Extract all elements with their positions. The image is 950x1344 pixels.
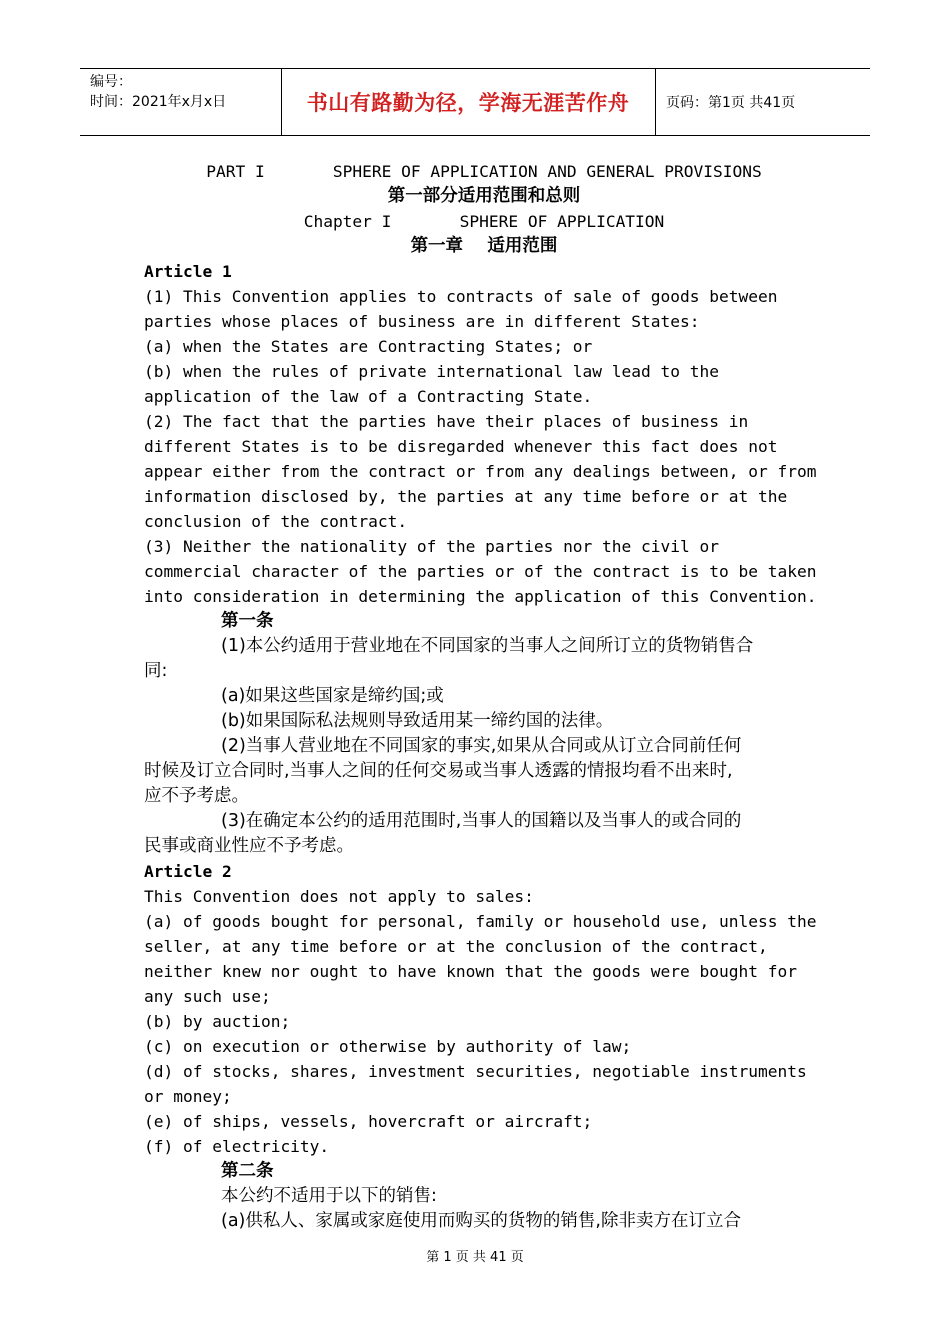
article1-en-line: (2) The fact that the parties have their places of business in: [144, 412, 749, 431]
article1-zh-line: (b)如果国际私法规则导致适用某一缔约国的法律。: [221, 711, 614, 731]
article1-heading: Article 1: [144, 262, 232, 281]
article1-en-line: (b) when the rules of private international law lead to the: [144, 362, 719, 381]
document-header: [80, 68, 870, 136]
header-divider: [655, 69, 656, 135]
article1-zh-line: (a)如果这些国家是缔约国;或: [221, 686, 444, 706]
article1-en-line: application of the law of a Contracting State.: [144, 387, 593, 406]
article1-zh-line: 应不予考虑。: [144, 786, 249, 806]
article2-en-line: or money;: [144, 1087, 232, 1106]
header-page-info: 页码：第1页 共41页: [666, 95, 796, 111]
chapter-title: Chapter I SPHERE OF APPLICATION: [303, 212, 665, 231]
article2-heading-zh: 第二条: [221, 1161, 274, 1181]
document-body: [144, 159, 824, 1234]
article2-heading: Article 2: [144, 862, 232, 881]
article1-zh-line: (1)本公约适用于营业地在不同国家的当事人之间所订立的货物销售合: [221, 636, 754, 656]
part-title-zh: 第一部分适用范围和总则: [387, 186, 581, 206]
article1-en-line: (a) when the States are Contracting States; or: [144, 337, 593, 356]
article2-en-line: seller, at any time before or at the conclusion of the contract,: [144, 937, 768, 956]
article1-zh-line: (2)当事人营业地在不同国家的事实,如果从合同或从订立合同前任何: [221, 736, 742, 756]
article1-en-line: into consideration in determining the application of this Convention.: [144, 587, 817, 606]
article1-zh-line: (3)在确定本公约的适用范围时,当事人的国籍以及当事人的或合同的: [221, 811, 742, 831]
time-label: 时间：2021年x月x日: [90, 94, 227, 110]
article2-zh-line: (a)供私人、家属或家庭使用而购买的货物的销售,除非卖方在订立合: [221, 1211, 741, 1231]
code-label: 编号：: [90, 74, 132, 90]
article1-en-line: different States is to be disregarded whenever this fact does not: [144, 437, 778, 456]
article2-en-line: neither knew nor ought to have known that the goods were bought for: [144, 962, 797, 981]
article2-en-line: (d) of stocks, shares, investment securities, negotiable instruments: [144, 1062, 807, 1081]
article2-en-line: (c) on execution or otherwise by authority of law;: [144, 1037, 632, 1056]
article1-zh-line: 民事或商业性应不予考虑。: [144, 836, 354, 856]
article2-en-line: (a) of goods bought for personal, family or household use, unless the: [144, 912, 817, 931]
page-footer: 第 1 页 共 41 页: [426, 1250, 524, 1265]
article1-en-line: appear either from the contract or from any dealings between, or from: [144, 462, 817, 481]
article2-en-line: any such use;: [144, 987, 271, 1006]
header-meta: [90, 72, 280, 112]
article1-en-line: conclusion of the contract.: [144, 512, 408, 531]
article1-en-line: (1) This Convention applies to contracts of sale of goods between: [144, 287, 778, 306]
article1-en-line: information disclosed by, the parties at any time before or at the: [144, 487, 788, 506]
chapter-title-zh: 第一章 适用范围: [410, 236, 558, 256]
article2-en-line: (f) of electricity.: [144, 1137, 330, 1156]
article2-en-line: (e) of ships, vessels, hovercraft or aircraft;: [144, 1112, 593, 1131]
article1-en-line: (3) Neither the nationality of the parties nor the civil or: [144, 537, 719, 556]
article2-en-line: This Convention does not apply to sales:: [144, 887, 534, 906]
article1-zh-line: 同:: [144, 661, 168, 681]
article2-en-line: (b) by auction;: [144, 1012, 291, 1031]
header-motto: 书山有路勤为径，学海无涯苦作舟: [306, 91, 630, 115]
article1-zh-line: 时候及订立合同时,当事人之间的任何交易或当事人透露的情报均看不出来时,: [144, 761, 733, 781]
article1-en-line: parties whose places of business are in different States:: [144, 312, 700, 331]
article1-heading-zh: 第一条: [221, 611, 274, 631]
part-title: PART I SPHERE OF APPLICATION AND GENERAL PROVISIONS: [206, 162, 762, 181]
article2-zh-line: 本公约不适用于以下的销售:: [221, 1186, 437, 1206]
article1-en-line: commercial character of the parties or of the contract is to be taken: [144, 562, 817, 581]
